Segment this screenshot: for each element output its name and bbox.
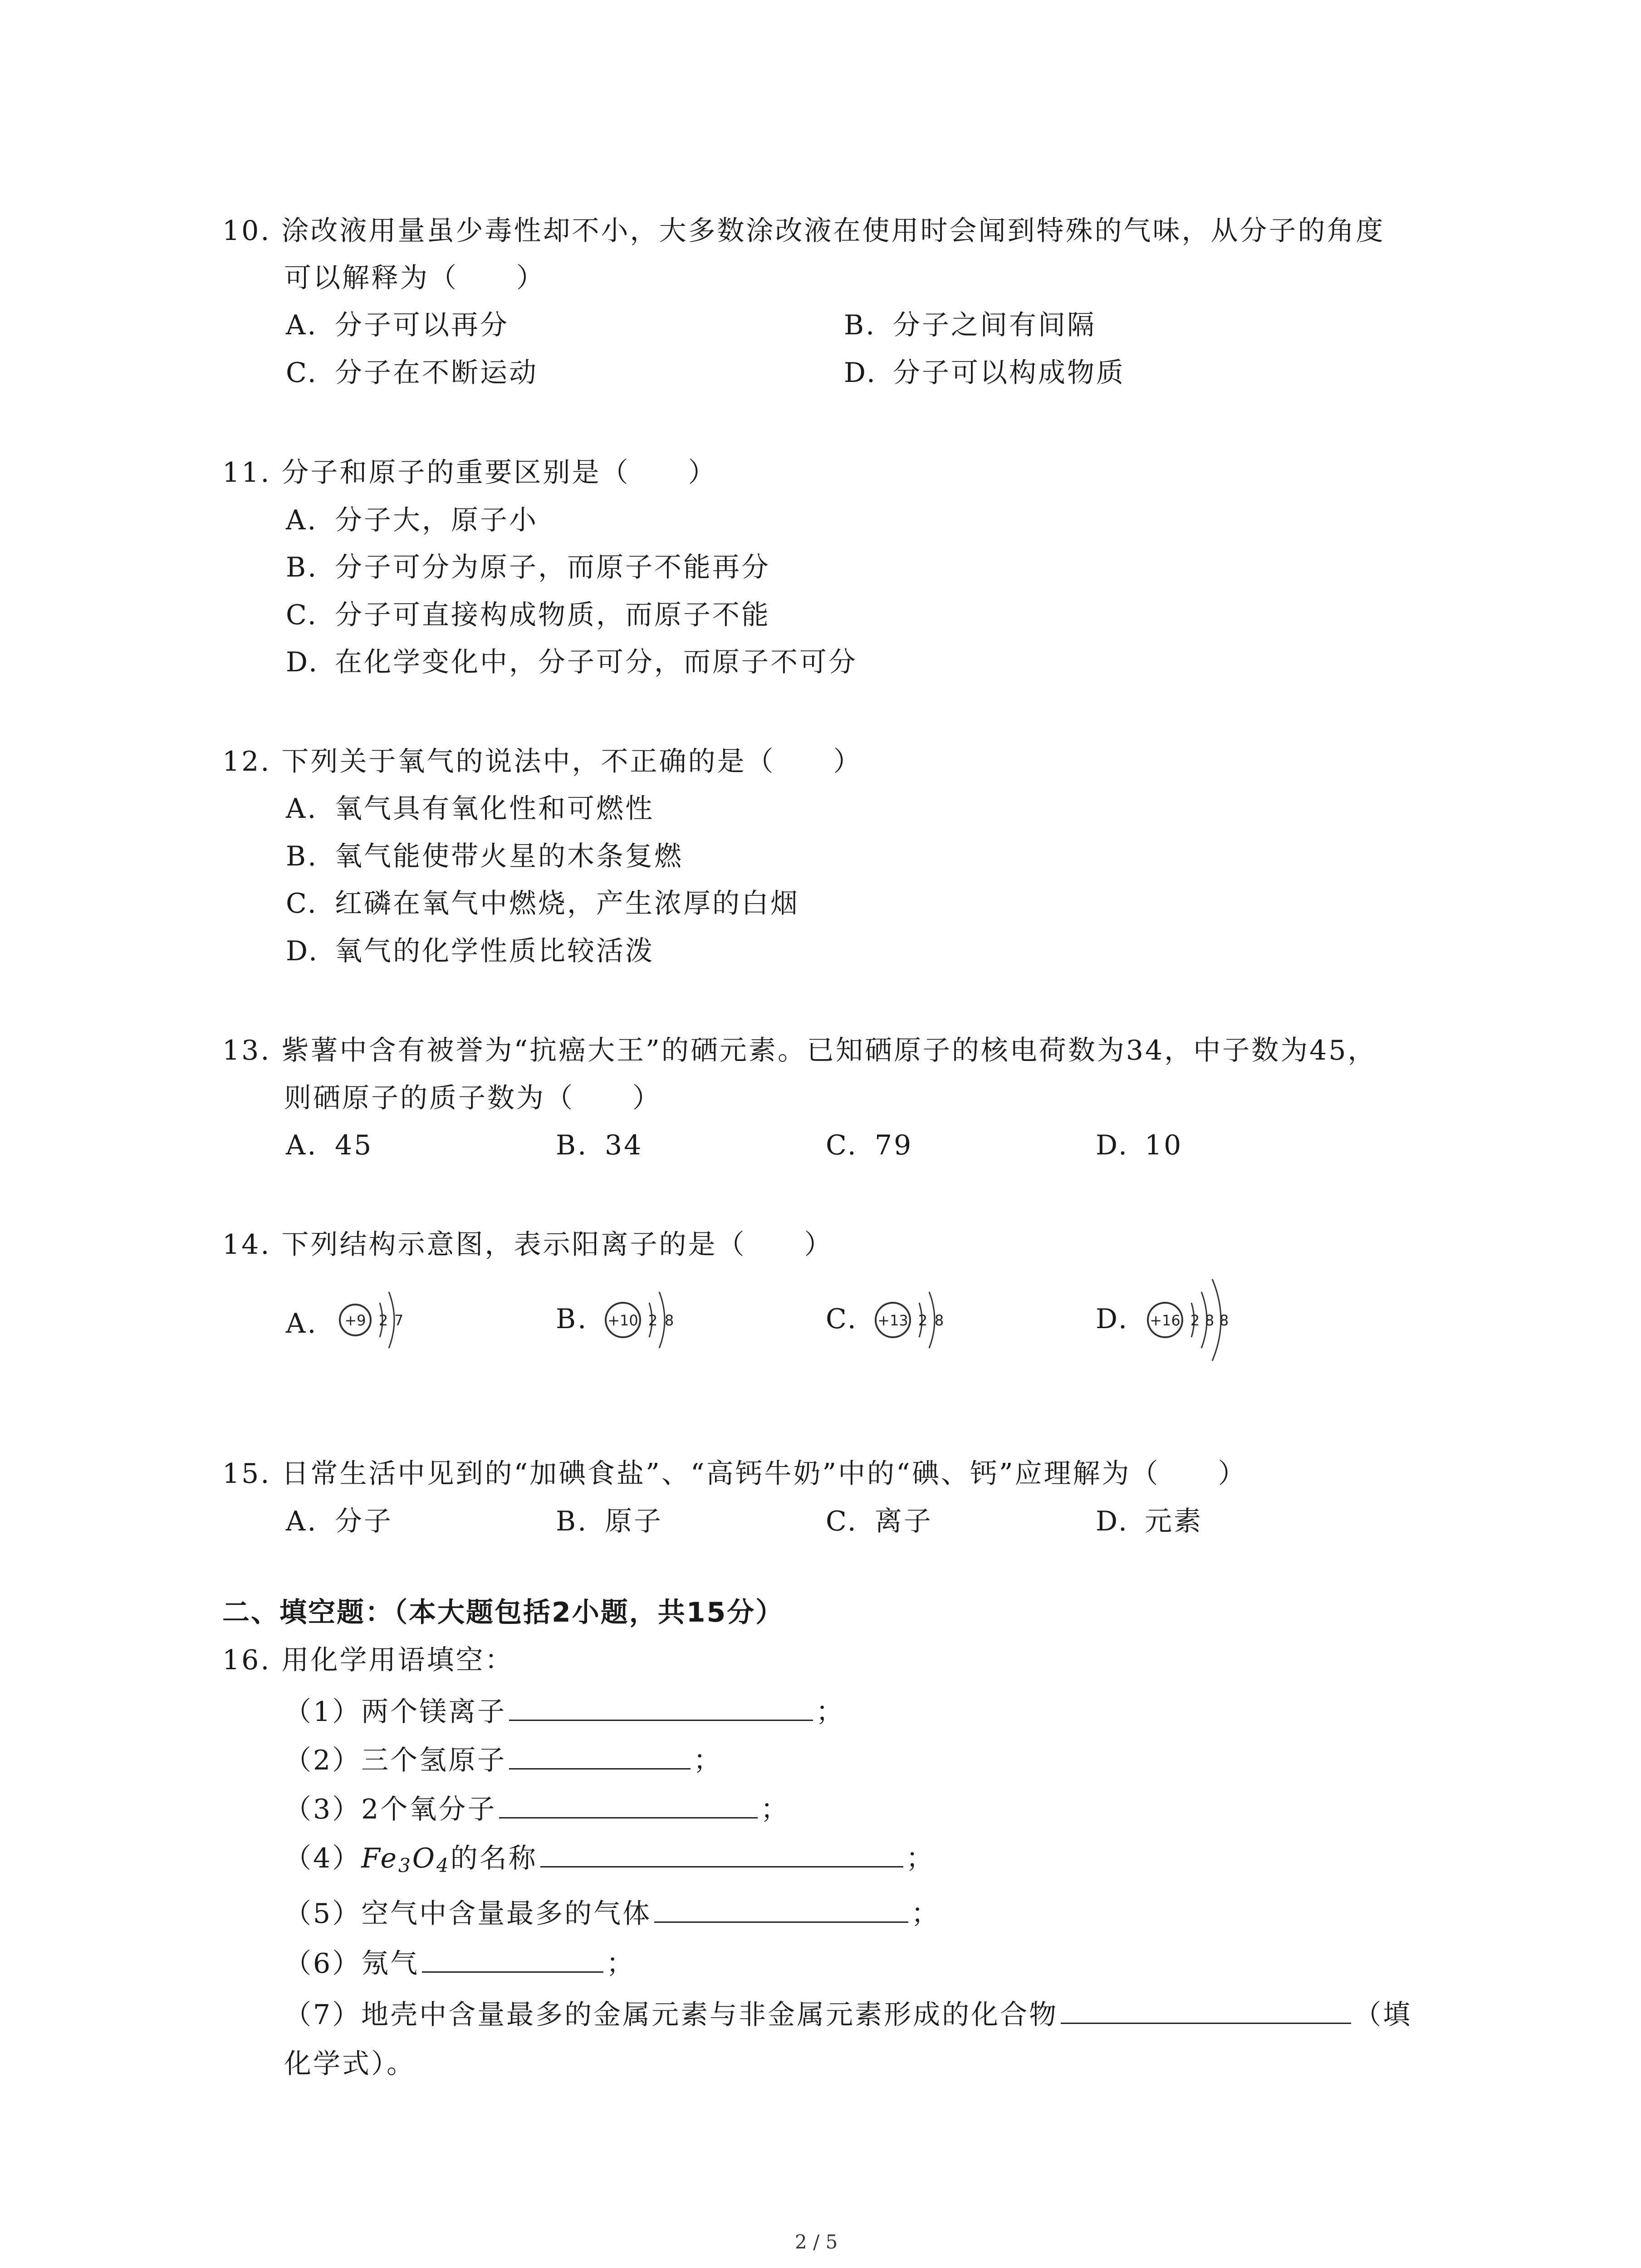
q15-option-b[interactable]: B. 原子 [556,1505,663,1537]
q15-option-c[interactable]: C. 离子 [826,1505,933,1537]
answer-blank[interactable] [540,1841,903,1867]
answer-blank[interactable] [422,1946,603,1973]
svg-text:8: 8 [664,1312,674,1329]
q11-option-c[interactable]: C. 分子可直接构成物质，而原子不能 [286,599,770,631]
svg-text:+16: +16 [1150,1312,1181,1329]
q11-option-d[interactable]: D. 在化学变化中，分子可分，而原子不可分 [286,646,857,678]
q10-option-a[interactable]: A. 分子可以再分 [286,309,509,341]
svg-text:8: 8 [1205,1312,1215,1329]
q14-option-d-label[interactable]: D. [1096,1303,1129,1335]
answer-blank[interactable] [1061,1997,1351,2024]
formula: $Fe_3O_4$ [361,1843,451,1877]
q13-option-d[interactable]: D. 10 [1096,1129,1183,1161]
svg-text:+10: +10 [607,1312,638,1329]
q13-option-c[interactable]: C. 79 [826,1129,913,1161]
q14-option-b-diagram[interactable] [601,1266,687,1376]
q16-item-6: （6）氖气 ； [284,1946,635,1981]
q12-option-b[interactable]: B. 氧气能使带火星的木条复燃 [286,841,683,872]
svg-text:+9: +9 [344,1312,366,1329]
q16-item-4: $(4)Fe_3O_4$的名称 ； [284,1841,935,1883]
q10-stem-line1: 10. 涂改液用量虽少毒性却不小，大多数涂改液在使用时会闻到特殊的气味，从分子的角度 [222,215,1385,247]
q12-option-d[interactable]: D. 氧气的化学性质比较活泼 [286,935,654,967]
q15-stem: 15. 日常生活中见到的“加碘食盐”、“高钙牛奶”中的“碘、钙”应理解为（ ） [222,1458,1247,1490]
svg-text:2: 2 [648,1312,658,1329]
atom-structure-icon [1143,1256,1248,1383]
q10-stem-line2: 可以解释为（ ） [284,262,545,294]
q16-item-1: （1）两个镁离子 ； [284,1694,845,1729]
svg-text:2: 2 [918,1312,928,1329]
q13-stem-line2: 则硒原子的质子数为（ ） [284,1082,661,1114]
q12-stem: 12. 下列关于氧气的说法中，不正确的是（ ） [222,746,862,777]
q14-option-a-diagram[interactable] [338,1266,420,1376]
q10-option-b[interactable]: B. 分子之间有间隔 [844,309,1096,341]
q14-option-c-label[interactable]: C. [826,1303,858,1335]
q10-option-d[interactable]: D. 分子可以构成物质 [844,357,1125,389]
atom-structure-icon [871,1266,957,1374]
q16-item-5: （5）空气中含量最多的气体 ； [284,1896,940,1931]
svg-text:8: 8 [1219,1312,1229,1329]
q14-option-b-label[interactable]: B. [556,1303,588,1335]
q16-stem: 16. 用化学用语填空： [222,1644,514,1676]
q11-option-a[interactable]: A. 分子大，原子小 [286,504,538,536]
atom-structure-icon [338,1266,420,1374]
q14-option-d-diagram[interactable] [1143,1256,1248,1385]
q13-option-b[interactable]: B. 34 [556,1129,643,1161]
q12-option-c[interactable]: C. 红磷在氧气中燃烧，产生浓厚的白烟 [286,888,799,919]
q16-item-7-line2: 化学式）。 [284,2048,416,2080]
answer-blank[interactable] [499,1792,758,1818]
answer-blank[interactable] [654,1896,908,1923]
q15-option-a[interactable]: A. 分子 [286,1505,393,1537]
q13-option-a[interactable]: A. 45 [286,1129,373,1161]
q10-option-c[interactable]: C. 分子在不断运动 [286,357,538,389]
q16-item-3: （3）2个氧分子 ； [284,1792,789,1827]
atom-structure-icon [601,1266,687,1374]
q16-item-2: （2）三个氢原子 ； [284,1743,722,1778]
q14-option-a-label[interactable]: A. [286,1308,318,1339]
svg-text:+13: +13 [877,1312,908,1329]
answer-blank[interactable] [509,1694,813,1721]
q11-stem: 11. 分子和原子的重要区别是（ ） [222,457,717,489]
svg-text:7: 7 [394,1312,404,1329]
q11-option-b[interactable]: B. 分子可分为原子，而原子不能再分 [286,552,770,583]
q15-option-d[interactable]: D. 元素 [1096,1505,1203,1537]
svg-text:2: 2 [1190,1312,1200,1329]
page-number: 2 / 5 [795,2231,838,2253]
section-title: 二、填空题：（本大题包括2小题，共15分） [222,1597,784,1628]
svg-text:2: 2 [378,1312,388,1329]
q12-option-a[interactable]: A. 氧气具有氧化性和可燃性 [286,793,654,825]
svg-text:8: 8 [934,1312,944,1329]
q13-stem-line1: 13. 紫薯中含有被誉为“抗癌大王”的硒元素。已知硒原子的核电荷数为34，中子数为45， [222,1035,1377,1066]
q14-stem: 14. 下列结构示意图，表示阳离子的是（ ） [222,1229,833,1261]
answer-blank[interactable] [509,1743,691,1769]
q14-option-c-diagram[interactable] [871,1266,957,1376]
q16-item-7: （7）地壳中含量最多的金属元素与非金属元素形成的化合物 （填 [284,1997,1412,2032]
